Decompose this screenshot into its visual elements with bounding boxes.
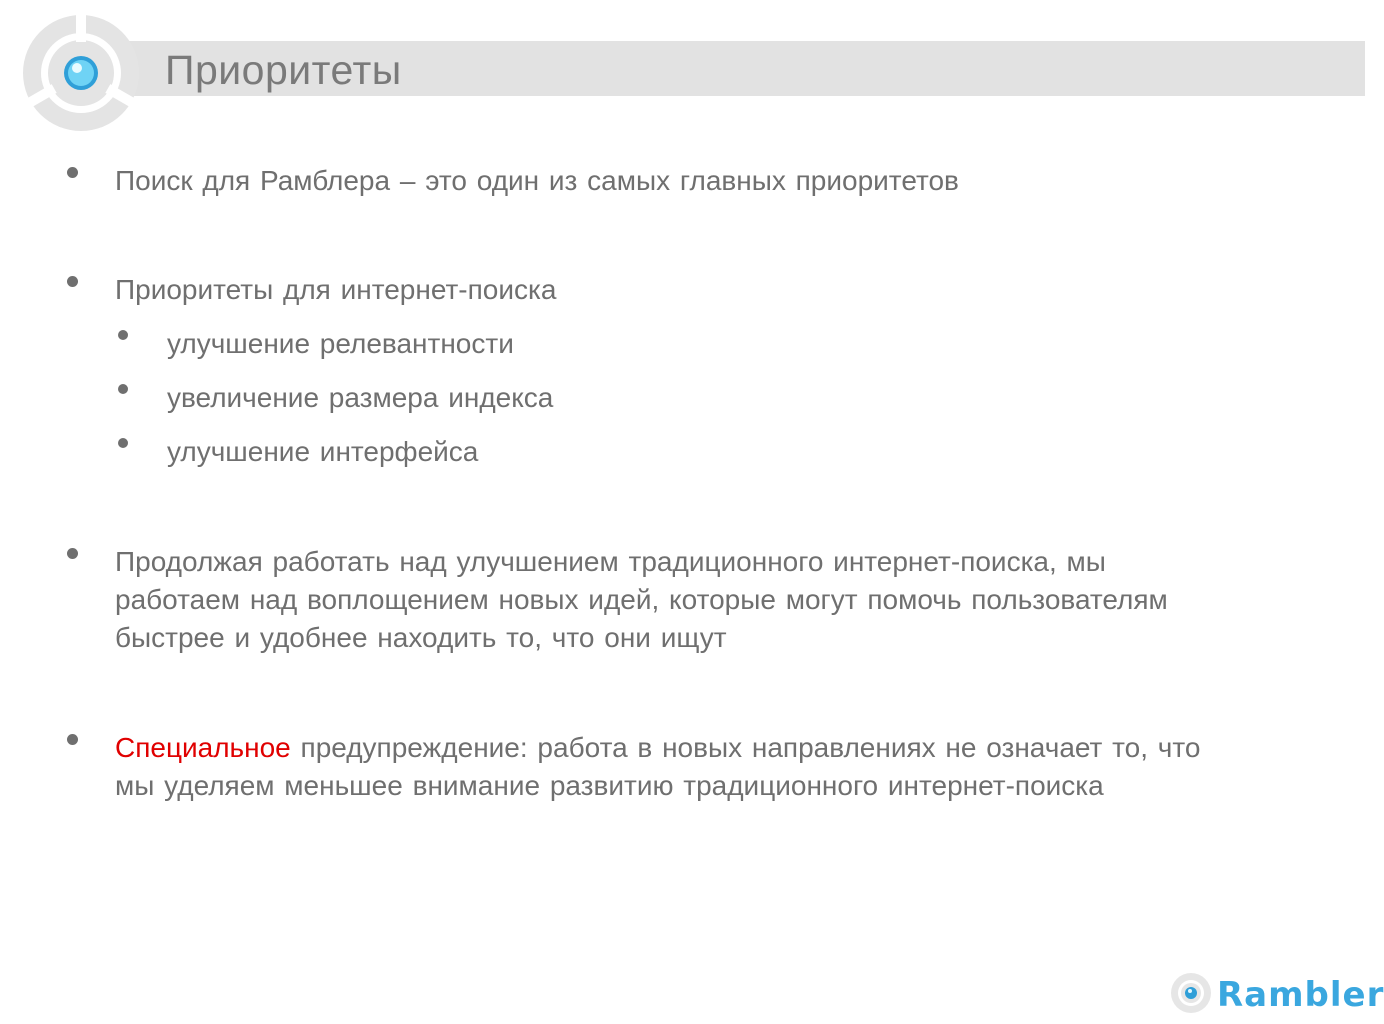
bullet-3-line-3: быстрее и удобнее находить то, что они ищут	[115, 622, 727, 653]
bullet-4-line-2: мы уделяем меньшее внимание развитию традиционного интернет-поиска	[115, 770, 1104, 801]
sub-item-index-size: увеличение размера индекса	[167, 382, 554, 413]
sub-item-relevance: улучшение релевантности	[167, 328, 514, 359]
bullet-3-line-2: работаем над воплощением новых идей, которые могут помочь пользователям	[115, 584, 1168, 615]
sub-bullet-dot	[118, 438, 128, 448]
slide-title: Приоритеты	[165, 47, 402, 93]
bullet-3-line-1: Продолжая работать над улучшением традиционного интернет-поиска, мы	[115, 546, 1106, 577]
rambler-wheel-logo-icon	[20, 12, 142, 134]
sub-bullet-dot	[118, 384, 128, 394]
bullet-1-text: Поиск для Рамблера – это один из самых главных приоритетов	[115, 165, 959, 196]
special-warning-word: Специальное	[115, 732, 291, 763]
bullet-4-line-1	[115, 729, 1200, 767]
bullet-dot	[67, 734, 78, 745]
bullet-4-line-1-rest: предупреждение: работа в новых направлениях не означает то, что	[290, 732, 1201, 763]
bullet-2-text: Приоритеты для интернет-поиска	[115, 274, 557, 305]
bullet-dot	[67, 276, 78, 287]
bullet-dot	[67, 167, 78, 178]
sub-bullet-dot	[118, 330, 128, 340]
rambler-footer-wheel-icon	[1170, 972, 1212, 1014]
rambler-logo-text: Rambler	[1217, 975, 1384, 1015]
sub-item-interface: улучшение интерфейса	[167, 436, 479, 467]
bullet-dot	[67, 548, 78, 559]
